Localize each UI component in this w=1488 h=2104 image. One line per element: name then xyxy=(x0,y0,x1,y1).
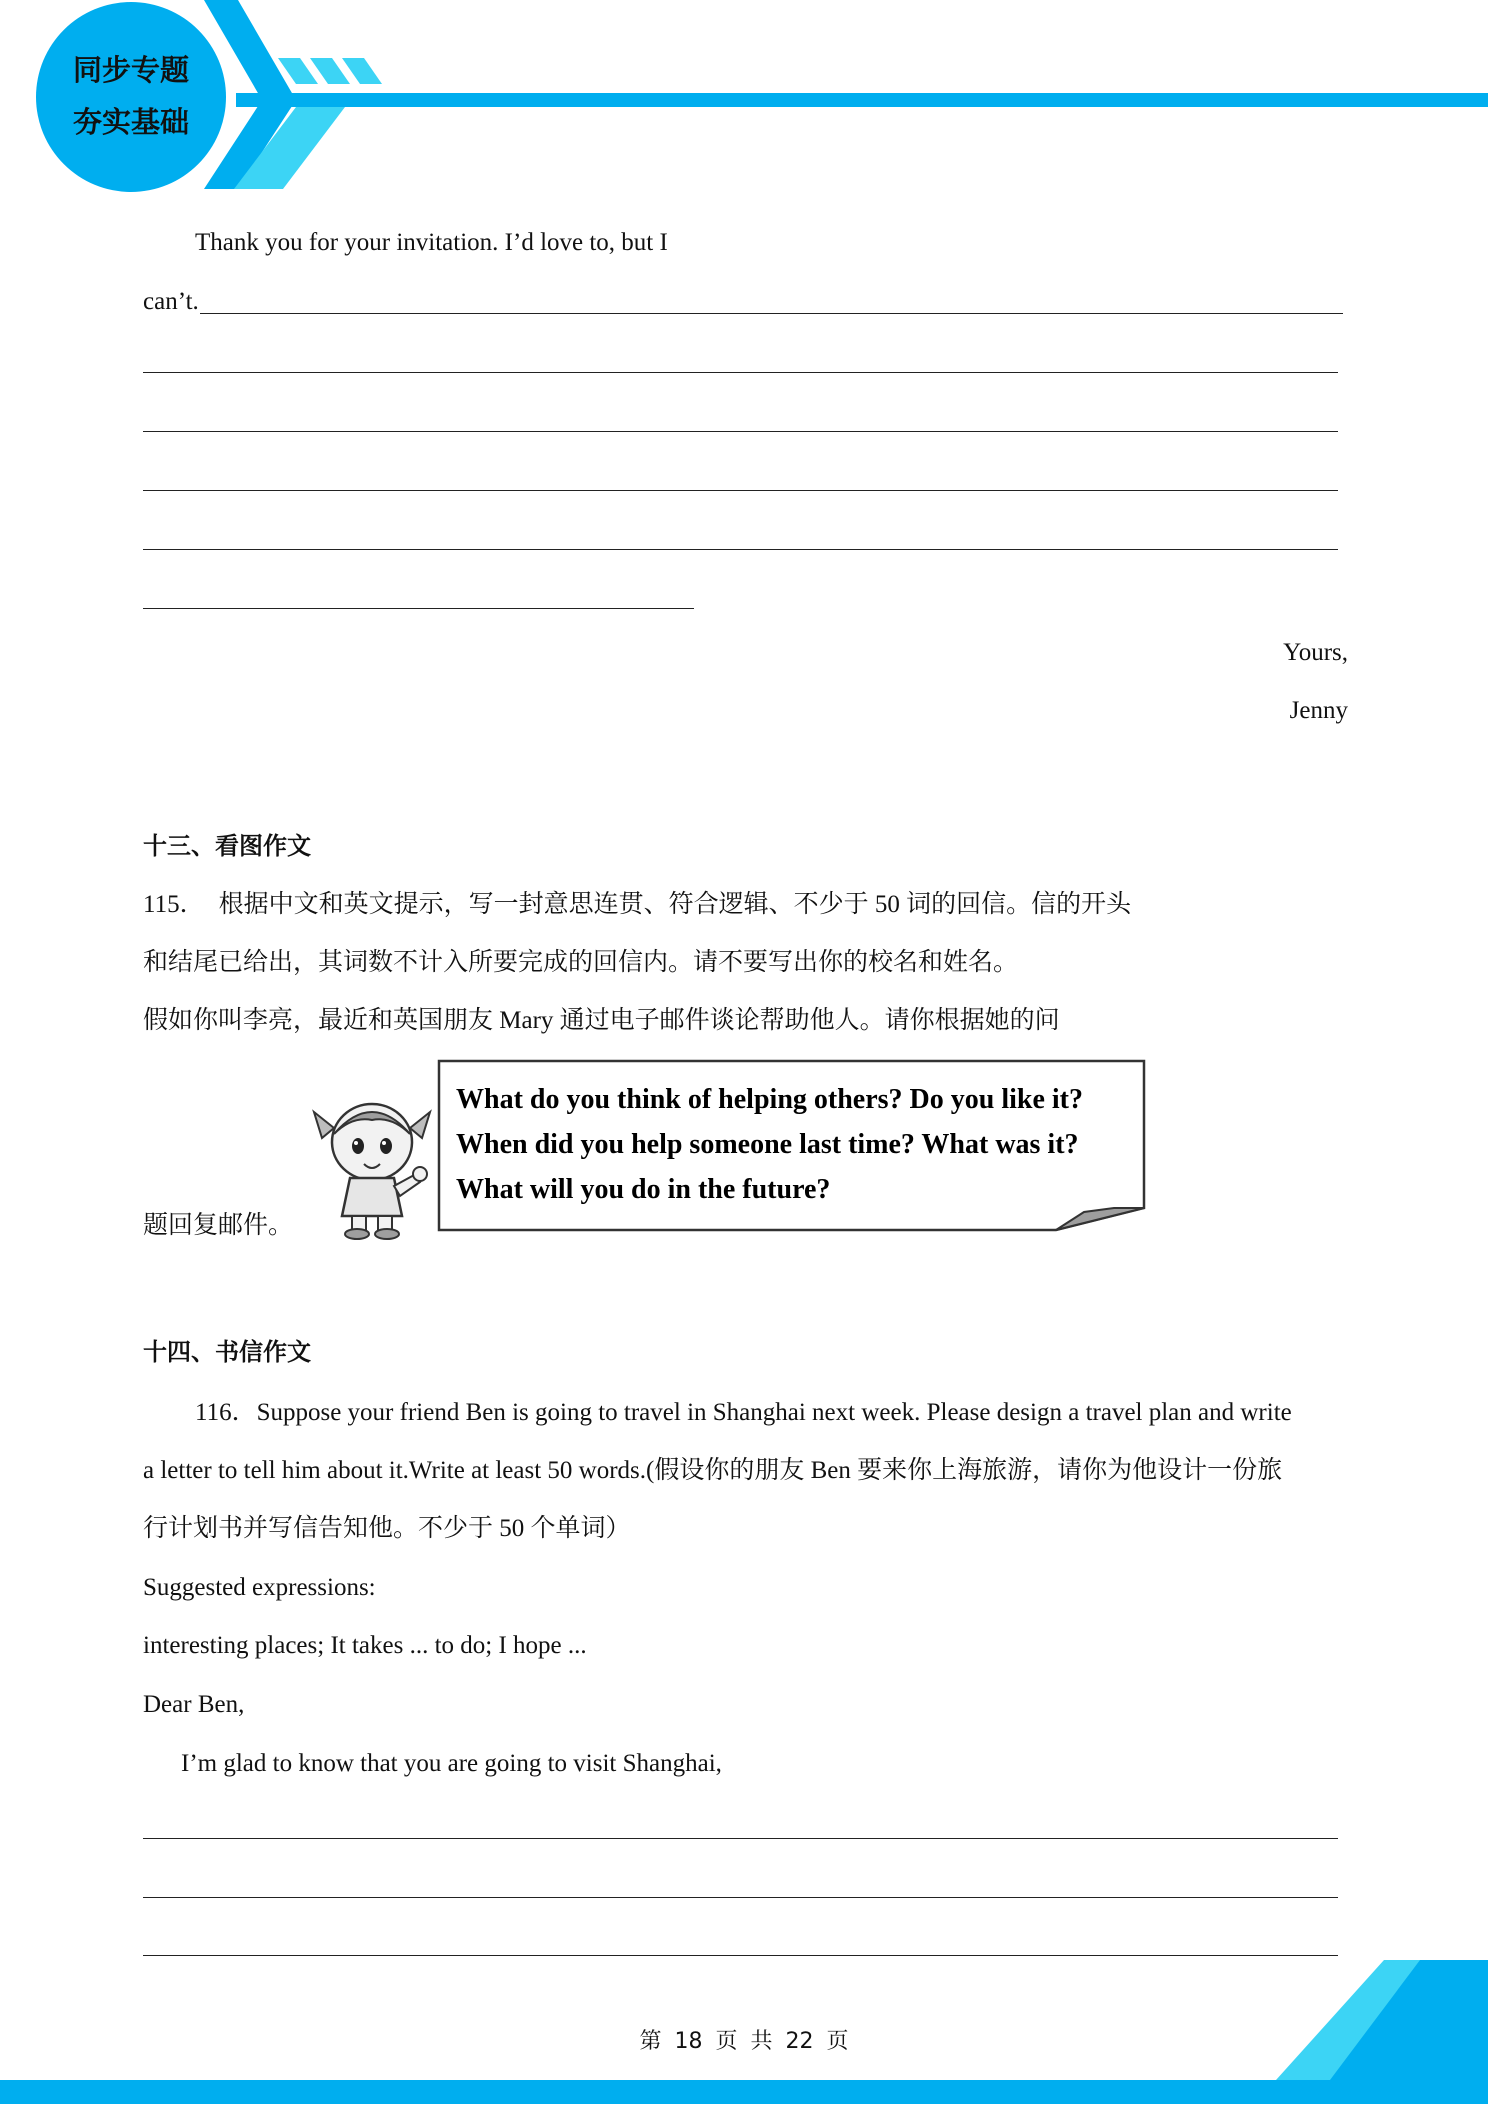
answer-blank-line[interactable] xyxy=(143,1897,1338,1898)
cartoon-girl-icon xyxy=(312,1090,432,1240)
suggested-label: Suggested expressions: xyxy=(143,1574,376,1601)
suggested-items: interesting places; It takes ... to do; I hope ... xyxy=(143,1632,587,1659)
speech-bubble xyxy=(456,1077,1083,1212)
question-116-line-3: 行计划书并写信告知他。不少于 50 个单词） xyxy=(143,1515,631,1542)
answer-blank-line[interactable] xyxy=(143,372,1338,373)
badge-line-2: 夯实基础 xyxy=(72,105,189,139)
question-115-line-4: 题回复邮件。 xyxy=(143,1212,294,1239)
header-bar xyxy=(236,93,1488,107)
question-115-line-3: 假如你叫李亮，最近和英国朋友 Mary 通过电子邮件谈论帮助他人。请你根据她的问 xyxy=(143,1007,1060,1034)
letter-opening: I’m glad to know that you are going to visit Shanghai, xyxy=(181,1750,722,1777)
answer-blank-line[interactable] xyxy=(143,490,1338,491)
bubble-question-1: What do you think of helping others? Do you like it? xyxy=(456,1084,1083,1115)
question-115-line-2: 和结尾已给出，其词数不计入所要完成的回信内。请不要写出你的校名和姓名。 xyxy=(143,949,1019,976)
header-badge xyxy=(36,44,226,148)
letter-intro: Thank you for your invitation. I’d love to, but I xyxy=(195,229,668,256)
section-13-title: 十三、看图作文 xyxy=(143,832,311,860)
letter-signature: Jenny xyxy=(1289,697,1348,724)
question-115-text-1: 根据中文和英文提示，写一封意思连贯、符合逻辑、不少于 50 词的回信。信的开头 xyxy=(218,891,1132,918)
answer-blank-line[interactable] xyxy=(143,549,1338,550)
answer-blank-line[interactable] xyxy=(200,313,1343,314)
question-115-line-1 xyxy=(143,888,1131,922)
question-116-line-1: 116．Suppose your friend Ben is going to travel in Shanghai next week. Please design a travel plan and write xyxy=(195,1399,1292,1426)
section-14-title: 十四、书信作文 xyxy=(143,1338,311,1366)
letter-greeting: Dear Ben, xyxy=(143,1691,245,1718)
header-stripe xyxy=(342,58,382,84)
letter-closing: Yours, xyxy=(1283,639,1348,666)
header-stripe xyxy=(310,58,350,84)
answer-blank-line[interactable] xyxy=(143,608,694,609)
question-115-number: 115． xyxy=(143,891,205,918)
answer-blank-line[interactable] xyxy=(143,431,1338,432)
badge-line-1: 同步专题 xyxy=(72,53,189,87)
page-number: 第 18 页 共 22 页 xyxy=(639,2029,849,2054)
bubble-question-2: When did you help someone last time? What was it? xyxy=(456,1129,1079,1160)
letter-cant: can’t. xyxy=(143,288,199,315)
question-116-line-2: a letter to tell him about it.Write at least 50 words.(假设你的朋友 Ben 要来你上海旅游，请你为他设计一份旅 xyxy=(143,1457,1283,1484)
footer-bar xyxy=(0,2080,1488,2104)
bubble-question-3: What will you do in the future? xyxy=(456,1174,831,1205)
answer-blank-line[interactable] xyxy=(143,1838,1338,1839)
